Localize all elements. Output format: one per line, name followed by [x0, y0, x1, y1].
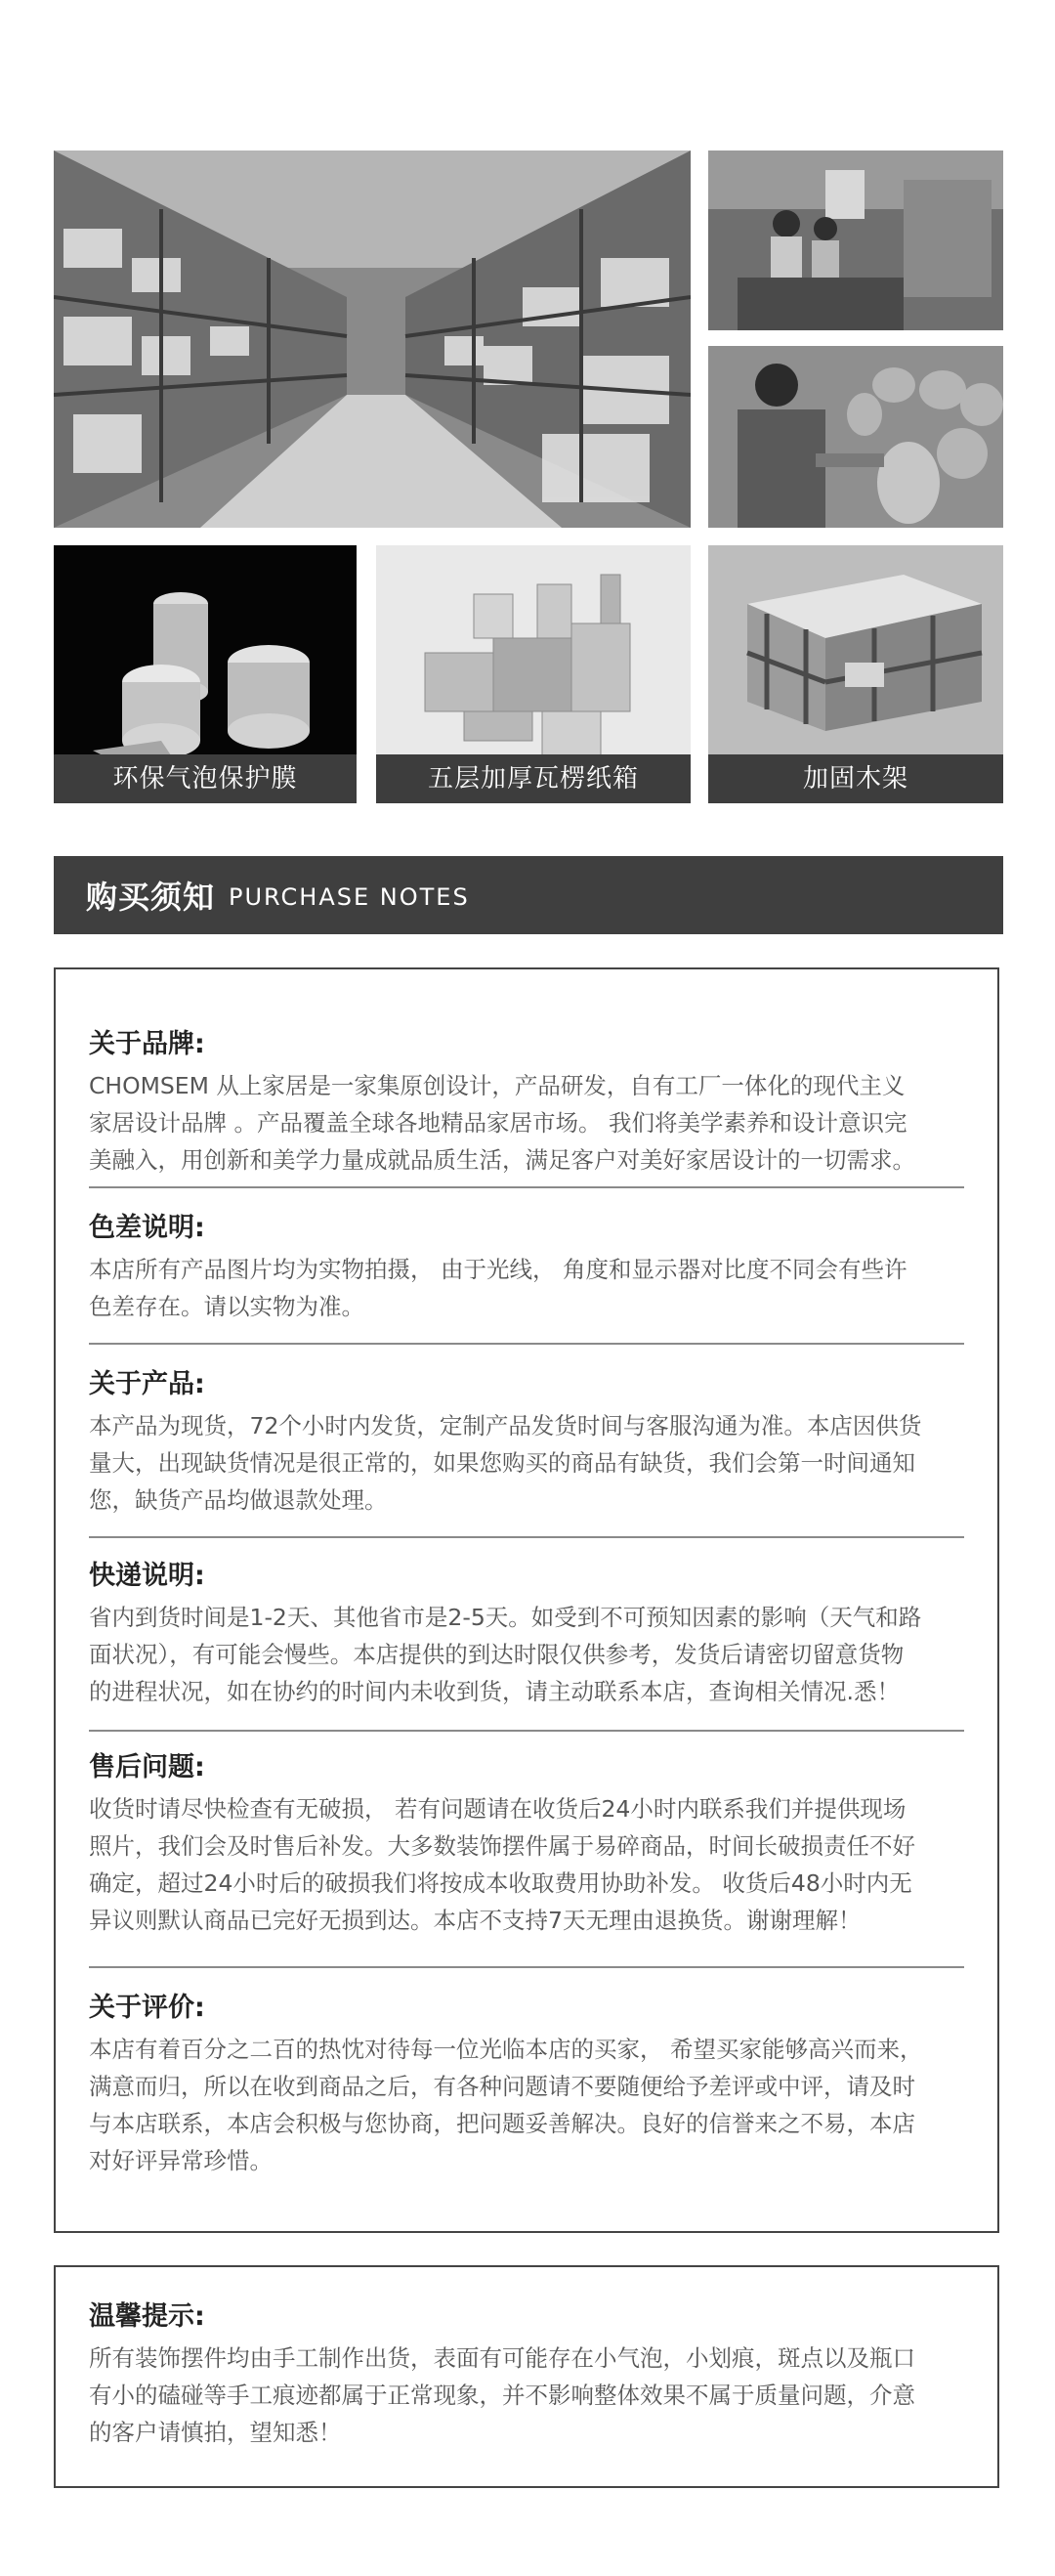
- text-line: 收货时请尽快检查有无破损， 若有问题请在收货后24小时内联系我们并提供现场: [89, 1795, 907, 1823]
- section-brand: [89, 1028, 964, 1179]
- section-tips: [89, 2300, 964, 2451]
- section-body: [89, 1790, 964, 1939]
- purchase-notes-title-en: PURCHASE NOTES: [229, 883, 470, 911]
- text-line: 色差存在。请以实物为准。: [89, 1293, 364, 1320]
- section-body: [89, 2031, 964, 2179]
- factory-workers-photo: [708, 150, 1003, 330]
- text-line: 满意而归，所以在收到商品之后，有各种问题请不要随便给予差评或中评，请及时: [89, 2073, 915, 2100]
- section-reviews: [89, 1992, 964, 2179]
- wood-frame-photo: [708, 545, 1003, 803]
- purchase-notes-box: [54, 967, 999, 2233]
- section-divider: [89, 1536, 964, 1538]
- text-line: 与本店联系，本店会积极与您协商，把问题妥善解决。良好的信誉来之不易，本店: [89, 2110, 915, 2137]
- section-title: 关于品牌:: [89, 1029, 205, 1059]
- bubble-wrap-caption: 环保气泡保护膜: [54, 754, 357, 803]
- text-line: 确定，超过24小时后的破损我们将按成本收取费用协助补发。 收货后48小时内无: [89, 1869, 912, 1897]
- text-line: 所有装饰摆件均由手工制作出货，表面有可能存在小气泡，小划痕，斑点以及瓶口: [89, 2344, 915, 2372]
- carton-caption: 五层加厚瓦楞纸箱: [376, 754, 691, 803]
- text-line: 的客户请慎拍，望知悉！: [89, 2419, 342, 2446]
- section-after-sales: [89, 1751, 964, 1939]
- wood-frame-caption: 加固木架: [708, 754, 1003, 803]
- section-divider: [89, 1966, 964, 1968]
- section-title: 色差说明:: [89, 1213, 205, 1243]
- text-line: 本产品为现货，72个小时内发货，定制产品发货时间与客服沟通为准。本店因供货: [89, 1412, 922, 1439]
- text-line: 量大，出现缺货情况是很正常的，如果您购买的商品有缺货，我们会第一时间通知: [89, 1449, 915, 1477]
- text-line: 本店所有产品图片均为实物拍摄， 由于光线， 角度和显示器对比度不同会有些许: [89, 1256, 907, 1283]
- section-divider: [89, 1730, 964, 1732]
- craftsman-pottery-photo: [708, 346, 1003, 528]
- warehouse-photo: [54, 150, 691, 528]
- purchase-notes-header: [54, 856, 1003, 934]
- section-body: [89, 1251, 964, 1325]
- section-product: [89, 1368, 964, 1519]
- text-line: 面状况），有可能会慢些。本店提供的到达时限仅供参考，发货后请密切留意货物: [89, 1641, 905, 1668]
- section-body: [89, 1599, 964, 1710]
- text-line: 的进程状况，如在协约的时间内未收到货，请主动联系本店，查询相关情况.悉！: [89, 1678, 900, 1705]
- text-line: 照片，我们会及时售后补发。大多数装饰摆件属于易碎商品，时间长破损责任不好: [89, 1832, 915, 1860]
- section-body: [89, 1067, 964, 1179]
- text-line: 美融入，用创新和美学力量成就品质生活，满足客户对美好家居设计的一切需求。: [89, 1146, 915, 1174]
- carton-boxes-photo: [376, 545, 691, 803]
- purchase-notes-title-zh: 购买须知: [86, 879, 216, 916]
- section-divider: [89, 1343, 964, 1345]
- text-line: 省内到货时间是1-2天、其他省市是2-5天。如受到不可预知因素的影响（天气和路: [89, 1604, 922, 1631]
- section-title: 关于产品:: [89, 1369, 205, 1399]
- text-line: 异议则默认商品已完好无损到达。本店不支持7天无理由退换货。谢谢理解！: [89, 1907, 862, 1934]
- section-color: [89, 1212, 964, 1325]
- text-line: 您，缺货产品均做退款处理。: [89, 1486, 388, 1514]
- section-delivery: [89, 1560, 964, 1710]
- section-title: 关于评价:: [89, 1993, 205, 2023]
- text-line: 家居设计品牌 。产品覆盖全球各地精品家居市场。 我们将美学素养和设计意识完: [89, 1109, 907, 1137]
- text-line: 有小的磕碰等手工痕迹都属于正常现象，并不影响整体效果不属于质量问题，介意: [89, 2382, 915, 2409]
- section-title: 快递说明:: [89, 1561, 205, 1591]
- tips-box: [54, 2265, 999, 2488]
- tips-body: [89, 2340, 964, 2451]
- tips-title: 温馨提示:: [89, 2301, 205, 2332]
- text-line: 对好评异常珍惜。: [89, 2147, 273, 2174]
- text-line: 本店有着百分之二百的热忱对待每一位光临本店的买家， 希望买家能够高兴而来，: [89, 2036, 923, 2063]
- bubble-wrap-photo: [54, 545, 357, 803]
- section-body: [89, 1407, 964, 1519]
- text-line: CHOMSEM 从上家居是一家集原创设计，产品研发，自有工厂一体化的现代主义: [89, 1072, 906, 1099]
- section-divider: [89, 1186, 964, 1188]
- section-title: 售后问题:: [89, 1752, 205, 1782]
